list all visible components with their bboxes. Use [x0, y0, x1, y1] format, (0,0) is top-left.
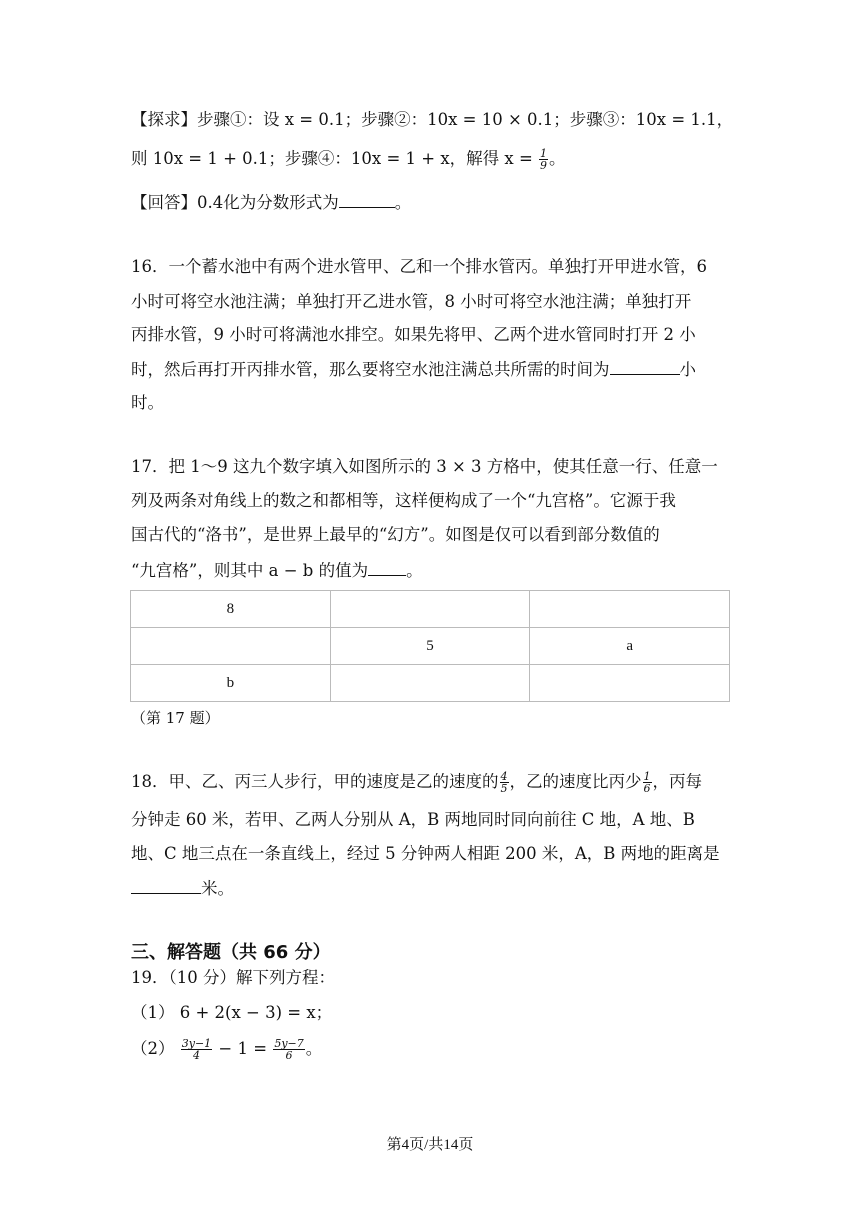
fraction: $\frac{3y-1}{4}$: [181, 1037, 212, 1062]
grid-cell: 8: [131, 591, 331, 628]
text-segment: （2）: [131, 1039, 180, 1058]
text-segment: − 1 =: [213, 1039, 273, 1058]
grid-row: [131, 628, 730, 665]
text-segment: ，乙的速度比丙少: [509, 772, 642, 791]
grid-cell: [330, 591, 530, 628]
fraction: $\frac{4}{5}$: [500, 770, 508, 795]
answer-blank[interactable]: [610, 359, 680, 375]
question-17-line-3: 国古代的“洛书”，是世界上最早的“幻方”。如图是仅可以看到部分数值的: [131, 525, 660, 544]
magic-square-grid: [130, 590, 730, 702]
figure-caption: （第 17 题）: [131, 709, 220, 727]
question-17-line-4: [131, 560, 423, 581]
question-18-line-2: 分钟走 60 米，若甲、乙两人分别从 A，B 两地同时同向前往 C 地，A 地、B: [131, 810, 695, 829]
explore-line-2: [131, 148, 566, 171]
question-18-line-3: 地、C 地三点在一条直线上，经过 5 分钟两人相距 200 米，A，B 两地的距离是: [131, 844, 720, 863]
answer-blank[interactable]: [131, 878, 201, 894]
section-heading: 三、解答题（共 66 分）: [131, 942, 331, 963]
grid-cell: [330, 665, 530, 702]
answer-blank[interactable]: [339, 192, 395, 208]
question-16-line-5: 时。: [131, 393, 164, 412]
fraction: $\frac{5y-7}{6}$: [274, 1037, 304, 1062]
question-16-line-4: [131, 359, 696, 380]
text-segment: 18．甲、乙、丙三人步行，甲的速度是乙的速度的: [131, 772, 499, 791]
text-segment: 小: [679, 360, 696, 379]
fraction: $\frac{1}{6}$: [643, 770, 651, 795]
grid-cell: [530, 665, 730, 702]
text-segment: 则 10x = 1 + 0.1；步骤④：10x = 1 + x，解得 x =: [131, 149, 539, 168]
question-17-line-2: 列及两条对角线上的数之和都相等，这样便构成了一个“九宫格”。它源于我: [131, 491, 676, 510]
question-17-line-1: 17．把 1～9 这九个数字填入如图所示的 3 × 3 方格中，使其任意一行、任意一: [131, 457, 718, 476]
text-segment: 米。: [201, 879, 234, 898]
grid-cell: a: [530, 628, 730, 665]
question-19-part-2: [131, 1038, 322, 1061]
text-segment: “九宫格”，则其中 a − b 的值为: [131, 561, 369, 580]
grid-cell: 5: [330, 628, 530, 665]
question-16-line-3: 丙排水管，9 小时可将满池水排空。如果先将甲、乙两个进水管同时打开 2 小: [131, 325, 696, 344]
text-segment: 。: [305, 1039, 323, 1058]
grid-cell: b: [131, 665, 331, 702]
grid-row: [131, 665, 730, 702]
grid-cell: [131, 628, 331, 665]
question-18-line-1: [131, 771, 702, 794]
question-16-line-2: 小时可将空水池注满；单独打开乙进水管，8 小时可将空水池注满；单独打开: [131, 292, 692, 311]
text-segment: 。: [394, 193, 412, 212]
explore-line: 【探求】步骤①：设 x = 0.1；步骤②：10x = 10 × 0.1；步骤③：10x = 1.1，: [131, 110, 734, 129]
text-segment: ，丙每: [652, 772, 702, 791]
text-segment: 【回答】0.4化为分数形式为: [131, 193, 339, 212]
question-19-part-1: （1） 6 + 2(x − 3) = x；: [131, 1003, 333, 1022]
answer-line: [131, 192, 411, 213]
text-segment: 时，然后再打开丙排水管，那么要将空水池注满总共所需的时间为: [131, 360, 610, 379]
question-19-line-1: 19．（10 分）解下列方程：: [131, 968, 335, 987]
fraction: $\frac{1}{9}$: [540, 147, 548, 172]
page-footer: 第4页/共14页: [386, 1137, 474, 1153]
text-segment: 。: [549, 149, 566, 168]
question-16-line-1: 16．一个蓄水池中有两个进水管甲、乙和一个排水管丙。单独打开甲进水管，6: [131, 257, 707, 276]
grid-cell: [530, 591, 730, 628]
text-segment: 。: [406, 561, 423, 580]
grid-row: [131, 591, 730, 628]
answer-blank[interactable]: [368, 560, 406, 576]
question-18-line-4: [131, 878, 234, 899]
